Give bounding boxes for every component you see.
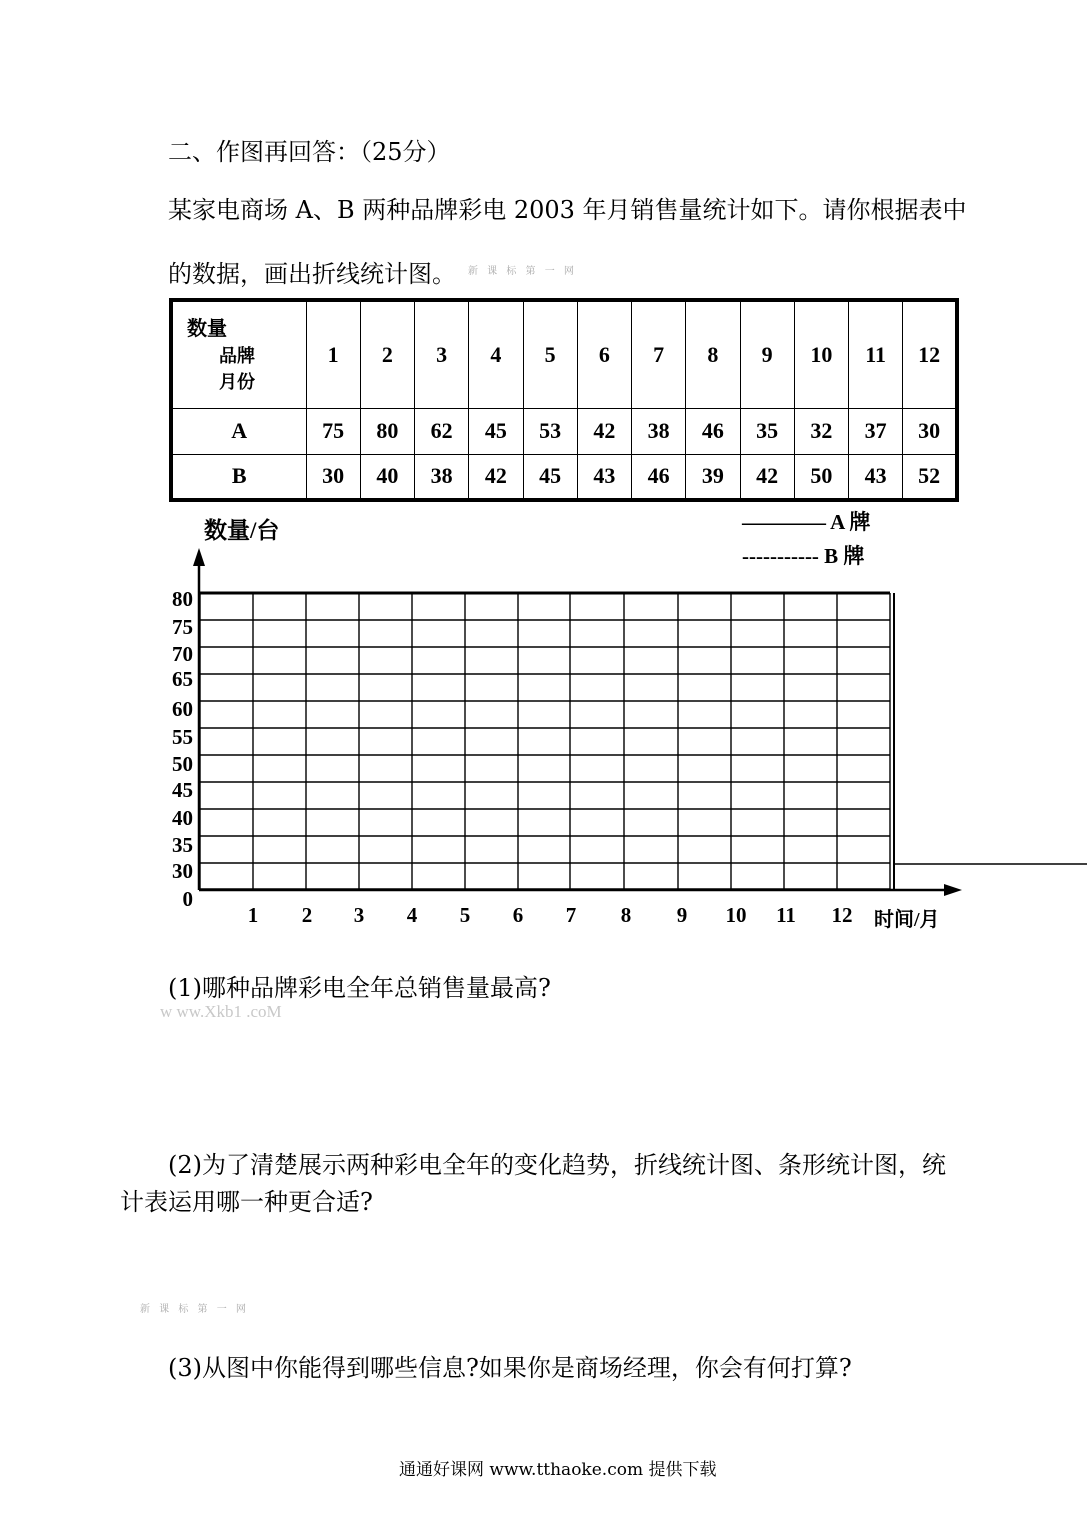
intro-line-2: 的数据，画出折线统计图。 (168, 260, 456, 288)
table-cell: 43 (577, 454, 631, 500)
table-cell: 37 (849, 408, 903, 454)
month-header: 9 (740, 300, 794, 408)
table-cell: 53 (523, 408, 577, 454)
month-header: 8 (686, 300, 740, 408)
month-header: 1 (306, 300, 360, 408)
question-2-line-1: (2)为了清楚展示两种彩电全年的变化趋势，折线统计图、条形统计图，统 (168, 1151, 946, 1179)
table-cell: 42 (469, 454, 523, 500)
table-cell: 80 (360, 408, 414, 454)
question-2-line-2: 计表运用哪一种更合适? (120, 1188, 373, 1216)
month-header: 10 (794, 300, 848, 408)
x-tick-label: 11 (776, 903, 796, 927)
question-3: (3)从图中你能得到哪些信息?如果你是商场经理，你会有何打算? (168, 1354, 852, 1382)
header-month: 月份 (219, 372, 255, 393)
y-tick-label: 45 (172, 778, 193, 802)
intro-line-1: 某家电商场 A、B 两种品牌彩电 2003 年月销售量统计如下。请你根据表中 (168, 196, 967, 224)
y-tick-label: 55 (172, 725, 193, 749)
header-quantity: 数量 (187, 318, 227, 340)
x-tick-label: 4 (406, 903, 418, 927)
month-header: 2 (360, 300, 414, 408)
x-tick-label: 12 (831, 903, 853, 927)
table-cell: 42 (577, 408, 631, 454)
table-cell: 50 (794, 454, 848, 500)
table-cell: 46 (632, 454, 686, 500)
table-cell: 45 (523, 454, 577, 500)
month-header: 3 (415, 300, 469, 408)
legend-b: ----------- B 牌 (742, 544, 865, 568)
row-label-b: B (171, 454, 306, 500)
x-tick-label: 9 (676, 903, 688, 927)
x-axis-label: 时间/月 (874, 909, 940, 931)
x-tick-labels (248, 903, 853, 927)
y-tick-label: 80 (172, 587, 193, 611)
y-tick-label: 65 (172, 667, 193, 691)
x-tick-label: 2 (301, 903, 313, 927)
section-title: 二、作图再回答：（25分） (168, 138, 451, 166)
x-tick-label: 8 (620, 903, 632, 927)
month-header: 6 (577, 300, 631, 408)
table-cell: 38 (415, 454, 469, 500)
header-brand: 品牌 (219, 346, 255, 367)
x-tick-label: 1 (247, 903, 259, 927)
table-cell: 45 (469, 408, 523, 454)
table-cell: 30 (306, 454, 360, 500)
table-cell: 42 (740, 454, 794, 500)
month-header: 4 (469, 300, 523, 408)
table-cell: 52 (903, 454, 957, 500)
watermark-url: w ww.Xkb1 .coM (160, 1002, 282, 1021)
x-tick-label: 7 (565, 903, 577, 927)
month-header: 12 (903, 300, 957, 408)
y-tick-label: 70 (172, 642, 193, 666)
chart-axes (193, 548, 962, 896)
month-header: 5 (523, 300, 577, 408)
table-cell: 75 (306, 408, 360, 454)
question-1: (1)哪种品牌彩电全年总销售量最高? (168, 974, 551, 1002)
y-tick-labels (172, 587, 193, 911)
y-tick-label: 40 (172, 806, 193, 830)
chart-grid (200, 593, 1087, 889)
y-tick-label: 50 (172, 752, 193, 776)
page-footer: 通通好课网 www.tthaoke.com 提供下载 (399, 1460, 717, 1480)
table-cell: 46 (686, 408, 740, 454)
y-axis-arrow (193, 548, 205, 566)
table-cell: 35 (740, 408, 794, 454)
x-tick-label: 3 (353, 903, 365, 927)
table-cell: 32 (794, 408, 848, 454)
y-tick-label: 35 (172, 833, 193, 857)
y-tick-label: 30 (172, 859, 193, 883)
row-label-a: A (171, 408, 306, 454)
y-tick-label: 75 (172, 615, 193, 639)
legend-a: ———— A 牌 (742, 510, 871, 534)
y-tick-label: 60 (172, 697, 193, 721)
x-axis-arrow (944, 884, 962, 896)
x-tick-label: 6 (512, 903, 524, 927)
table-cell: 62 (415, 408, 469, 454)
y-axis-label: 数量/台 (204, 518, 280, 543)
watermark-small: 新 课 标 第 一 网 (468, 266, 577, 277)
table-cell: 40 (360, 454, 414, 500)
table-cell: 43 (849, 454, 903, 500)
x-tick-label: 10 (725, 903, 747, 927)
table-cell: 38 (632, 408, 686, 454)
x-tick-label: 5 (459, 903, 471, 927)
table-cell: 39 (686, 454, 740, 500)
table-cell: 30 (903, 408, 957, 454)
month-header: 7 (632, 300, 686, 408)
y-tick-label: 0 (182, 887, 193, 911)
watermark-small-2: 新 课 标 第 一 网 (140, 1304, 249, 1315)
month-header: 11 (849, 300, 903, 408)
